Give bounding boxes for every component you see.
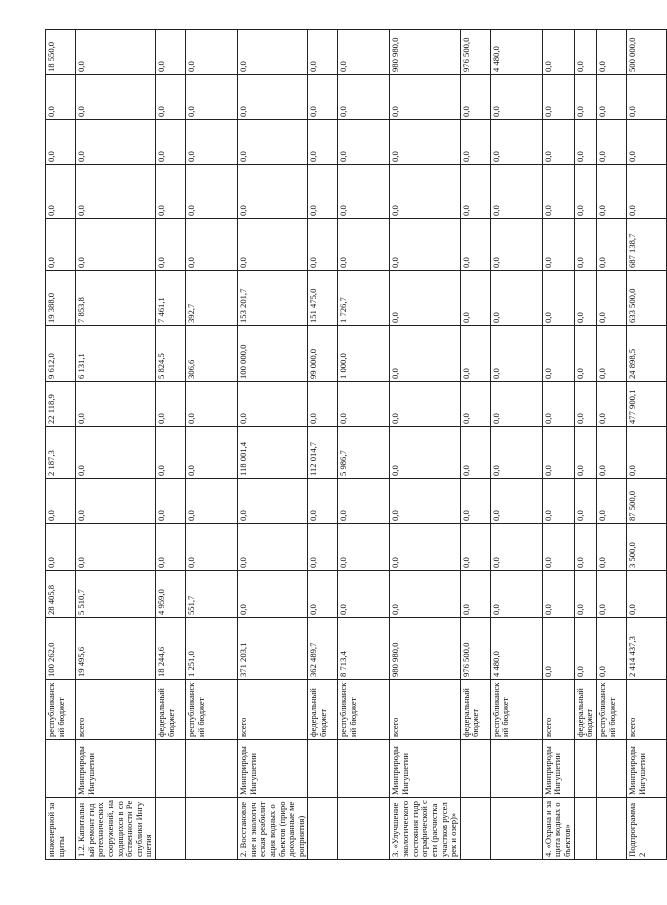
amount-cell: 0,0 (390, 219, 460, 271)
amount-cell: 2 187,3 (46, 427, 76, 479)
measure-name-cell (574, 798, 596, 860)
amount-cell: 0,0 (490, 120, 542, 165)
amount-cell: 0,0 (156, 427, 186, 479)
funding-source-cell: всего (238, 680, 308, 740)
executor-cell: Минприроды Ингушетии (390, 740, 460, 798)
amount-cell: 0,0 (156, 30, 186, 75)
amount-cell: 19 495,6 (76, 618, 156, 680)
amount-cell: 0,0 (338, 571, 390, 618)
measure-name-cell (156, 798, 186, 860)
amount-cell: 0,0 (460, 427, 490, 479)
amount-cell: 306,6 (186, 326, 238, 382)
amount-cell: 0,0 (542, 571, 574, 618)
amount-cell: 0,0 (76, 165, 156, 219)
amount-cell: 99 000,0 (308, 326, 338, 382)
amount-cell: 4 959,0 (156, 571, 186, 618)
measure-name-cell (338, 798, 390, 860)
funding-source-cell: всего (542, 680, 574, 740)
amount-cell: 0,0 (574, 271, 596, 326)
amount-cell: 0,0 (338, 382, 390, 427)
amount-cell: 0,0 (308, 524, 338, 571)
amount-cell: 0,0 (46, 479, 76, 524)
amount-cell: 0,0 (490, 326, 542, 382)
executor-cell (186, 740, 238, 798)
amount-cell: 976 500,0 (460, 618, 490, 680)
amount-cell: 0,0 (460, 524, 490, 571)
executor-cell (574, 740, 596, 798)
funding-source-cell: всего (76, 680, 156, 740)
executor-cell (308, 740, 338, 798)
amount-cell: 0,0 (390, 271, 460, 326)
amount-cell: 0,0 (460, 479, 490, 524)
amount-cell: 0,0 (156, 382, 186, 427)
amount-cell: 0,0 (596, 618, 626, 680)
amount-cell: 0,0 (338, 30, 390, 75)
amount-cell: 112 014,7 (308, 427, 338, 479)
amount-cell: 0,0 (596, 571, 626, 618)
amount-cell: 0,0 (490, 571, 542, 618)
amount-cell: 0,0 (460, 165, 490, 219)
amount-cell: 6 131,1 (76, 326, 156, 382)
measure-name-cell (308, 798, 338, 860)
amount-cell: 7 461,1 (156, 271, 186, 326)
amount-cell: 0,0 (156, 75, 186, 120)
measure-name-cell (596, 798, 626, 860)
executor-cell (46, 740, 76, 798)
amount-cell: 5 986,7 (338, 427, 390, 479)
amount-cell: 0,0 (542, 382, 574, 427)
executor-cell: Минприроды Ингушетии (238, 740, 308, 798)
amount-cell: 100 262,0 (46, 618, 76, 680)
amount-cell: 0,0 (460, 571, 490, 618)
amount-cell: 153 201,7 (238, 271, 308, 326)
measure-name-cell: 3. «Улучшение экологического состояния гидрографической сети (расчистка участков русел рек и озер)» (390, 798, 460, 860)
amount-cell: 0,0 (156, 219, 186, 271)
amount-cell: 100 000,0 (238, 326, 308, 382)
funding-source-cell: республиканский бюджет (186, 680, 238, 740)
amount-cell: 0,0 (542, 165, 574, 219)
amount-cell: 0,0 (390, 120, 460, 165)
amount-cell: 633 500,0 (626, 271, 666, 326)
amount-cell: 1 000,0 (338, 326, 390, 382)
amount-cell: 0,0 (338, 219, 390, 271)
table-body (46, 30, 667, 860)
amount-cell: 0,0 (238, 479, 308, 524)
amount-cell: 0,0 (460, 75, 490, 120)
amount-cell: 0,0 (574, 165, 596, 219)
amount-cell: 0,0 (338, 479, 390, 524)
table-row (596, 30, 626, 860)
amount-cell: 0,0 (308, 30, 338, 75)
amount-cell: 976 500,0 (460, 30, 490, 75)
funding-source-cell: республиканский бюджет (490, 680, 542, 740)
executor-cell: Минприроды Ингушетии (626, 740, 666, 798)
amount-cell: 0,0 (574, 219, 596, 271)
amount-cell: 0,0 (238, 75, 308, 120)
measure-name-cell (490, 798, 542, 860)
amount-cell: 7 853,8 (76, 271, 156, 326)
amount-cell: 980 980,0 (390, 618, 460, 680)
rotated-table-page (45, 30, 647, 860)
amount-cell: 0,0 (390, 427, 460, 479)
executor-cell (156, 740, 186, 798)
amount-cell: 0,0 (542, 618, 574, 680)
amount-cell: 5 510,7 (76, 571, 156, 618)
amount-cell: 0,0 (596, 165, 626, 219)
amount-cell: 19 388,0 (46, 271, 76, 326)
amount-cell: 18 550,0 (46, 30, 76, 75)
amount-cell: 551,7 (186, 571, 238, 618)
amount-cell: 0,0 (46, 524, 76, 571)
amount-cell: 0,0 (46, 75, 76, 120)
amount-cell: 0,0 (460, 271, 490, 326)
amount-cell: 0,0 (308, 165, 338, 219)
measure-name-cell: 1.2. Капитальный ремонт гидротехнических сооружений, находящихся в собственности Республики Ингушетия (76, 798, 156, 860)
amount-cell: 0,0 (76, 120, 156, 165)
amount-cell: 28 405,8 (46, 571, 76, 618)
amount-cell: 0,0 (308, 75, 338, 120)
amount-cell: 0,0 (390, 75, 460, 120)
amount-cell: 0,0 (390, 479, 460, 524)
funding-source-cell: федеральный бюджет (460, 680, 490, 740)
amount-cell: 371 203,1 (238, 618, 308, 680)
executor-cell (490, 740, 542, 798)
executor-cell: Минприроды Ингушетии (542, 740, 574, 798)
amount-cell: 0,0 (490, 427, 542, 479)
amount-cell: 477 900,1 (626, 382, 666, 427)
amount-cell: 0,0 (596, 219, 626, 271)
amount-cell: 0,0 (574, 427, 596, 479)
amount-cell: 0,0 (338, 524, 390, 571)
amount-cell: 1 251,0 (186, 618, 238, 680)
amount-cell: 0,0 (76, 75, 156, 120)
amount-cell: 0,0 (596, 120, 626, 165)
amount-cell: 0,0 (542, 326, 574, 382)
measure-name-cell: 4. «Охрана и защита водных объектов» (542, 798, 574, 860)
amount-cell: 0,0 (490, 524, 542, 571)
amount-cell: 0,0 (76, 30, 156, 75)
amount-cell: 5 824,5 (156, 326, 186, 382)
amount-cell: 0,0 (542, 75, 574, 120)
amount-cell: 0,0 (574, 382, 596, 427)
amount-cell: 0,0 (76, 219, 156, 271)
table-row (238, 30, 308, 860)
table-row (542, 30, 574, 860)
amount-cell: 0,0 (156, 524, 186, 571)
measure-name-cell: 2. Восстановление и экологическая реабилитация водных объектов (природоохранные мероприятия) (238, 798, 308, 860)
amount-cell: 0,0 (186, 30, 238, 75)
executor-cell (596, 740, 626, 798)
amount-cell: 0,0 (460, 326, 490, 382)
funding-source-cell: всего (390, 680, 460, 740)
executor-cell (460, 740, 490, 798)
amount-cell: 0,0 (542, 120, 574, 165)
amount-cell: 0,0 (186, 524, 238, 571)
amount-cell: 362 489,7 (308, 618, 338, 680)
amount-cell: 0,0 (542, 479, 574, 524)
amount-cell: 0,0 (490, 382, 542, 427)
funding-source-cell: федеральный бюджет (156, 680, 186, 740)
amount-cell: 0,0 (238, 571, 308, 618)
amount-cell: 0,0 (542, 219, 574, 271)
amount-cell: 0,0 (574, 120, 596, 165)
amount-cell: 0,0 (390, 524, 460, 571)
amount-cell: 0,0 (574, 75, 596, 120)
amount-cell: 8 713,4 (338, 618, 390, 680)
amount-cell: 0,0 (156, 120, 186, 165)
amount-cell: 0,0 (390, 571, 460, 618)
executor-cell (338, 740, 390, 798)
amount-cell: 0,0 (390, 165, 460, 219)
amount-cell: 0,0 (542, 524, 574, 571)
amount-cell: 0,0 (186, 120, 238, 165)
amount-cell: 0,0 (238, 382, 308, 427)
amount-cell: 0,0 (338, 165, 390, 219)
amount-cell: 0,0 (338, 75, 390, 120)
amount-cell: 151 475,0 (308, 271, 338, 326)
amount-cell: 0,0 (596, 382, 626, 427)
amount-cell: 392,7 (186, 271, 238, 326)
amount-cell: 0,0 (186, 219, 238, 271)
amount-cell: 0,0 (626, 165, 666, 219)
amount-cell: 0,0 (76, 479, 156, 524)
amount-cell: 87 500,0 (626, 479, 666, 524)
amount-cell: 0,0 (574, 479, 596, 524)
amount-cell: 0,0 (460, 382, 490, 427)
amount-cell: 0,0 (626, 571, 666, 618)
amount-cell: 687 138,7 (626, 219, 666, 271)
amount-cell: 0,0 (238, 120, 308, 165)
amount-cell: 0,0 (46, 120, 76, 165)
amount-cell: 0,0 (238, 219, 308, 271)
amount-cell: 4 480,0 (490, 618, 542, 680)
amount-cell: 0,0 (186, 165, 238, 219)
amount-cell: 0,0 (390, 326, 460, 382)
amount-cell: 1 726,7 (338, 271, 390, 326)
budget-table (45, 29, 667, 860)
table-row (390, 30, 460, 860)
amount-cell: 22 118,9 (46, 382, 76, 427)
amount-cell: 0,0 (490, 219, 542, 271)
amount-cell: 0,0 (574, 524, 596, 571)
amount-cell: 0,0 (76, 427, 156, 479)
amount-cell: 0,0 (238, 524, 308, 571)
funding-source-cell: республиканский бюджет (338, 680, 390, 740)
amount-cell: 0,0 (596, 427, 626, 479)
amount-cell: 0,0 (626, 427, 666, 479)
executor-cell: Минприроды Ингушетии (76, 740, 156, 798)
amount-cell: 0,0 (390, 382, 460, 427)
amount-cell: 0,0 (186, 427, 238, 479)
funding-source-cell: федеральный бюджет (308, 680, 338, 740)
amount-cell: 0,0 (338, 120, 390, 165)
amount-cell: 0,0 (308, 479, 338, 524)
amount-cell: 0,0 (490, 271, 542, 326)
table-row (460, 30, 490, 860)
amount-cell: 0,0 (596, 524, 626, 571)
measure-name-cell (186, 798, 238, 860)
amount-cell: 0,0 (596, 479, 626, 524)
amount-cell: 0,0 (76, 524, 156, 571)
amount-cell: 0,0 (596, 326, 626, 382)
amount-cell: 0,0 (626, 120, 666, 165)
amount-cell: 0,0 (156, 479, 186, 524)
amount-cell: 0,0 (596, 271, 626, 326)
amount-cell: 0,0 (308, 219, 338, 271)
funding-source-cell: федеральный бюджет (574, 680, 596, 740)
amount-cell: 0,0 (156, 165, 186, 219)
amount-cell: 0,0 (308, 571, 338, 618)
funding-source-cell: всего (626, 680, 666, 740)
table-row (308, 30, 338, 860)
amount-cell: 0,0 (238, 30, 308, 75)
amount-cell: 0,0 (46, 219, 76, 271)
amount-cell: 0,0 (460, 219, 490, 271)
table-row (574, 30, 596, 860)
amount-cell: 0,0 (490, 479, 542, 524)
amount-cell: 2 414 437,3 (626, 618, 666, 680)
amount-cell: 0,0 (308, 120, 338, 165)
amount-cell: 0,0 (490, 75, 542, 120)
amount-cell: 18 244,6 (156, 618, 186, 680)
amount-cell: 0,0 (574, 571, 596, 618)
table-row (186, 30, 238, 860)
table-row (156, 30, 186, 860)
amount-cell: 0,0 (76, 382, 156, 427)
table-row (76, 30, 156, 860)
table-row (490, 30, 542, 860)
amount-cell: 118 001,4 (238, 427, 308, 479)
amount-cell: 0,0 (542, 427, 574, 479)
amount-cell: 0,0 (542, 30, 574, 75)
amount-cell: 0,0 (626, 75, 666, 120)
funding-source-cell: республиканский бюджет (46, 680, 76, 740)
measure-name-cell: инженерной защиты (46, 798, 76, 860)
amount-cell: 0,0 (596, 30, 626, 75)
funding-source-cell: республиканский бюджет (596, 680, 626, 740)
amount-cell: 0,0 (574, 30, 596, 75)
amount-cell: 0,0 (574, 326, 596, 382)
amount-cell: 0,0 (574, 618, 596, 680)
amount-cell: 980 980,0 (390, 30, 460, 75)
amount-cell: 24 898,5 (626, 326, 666, 382)
amount-cell: 0,0 (490, 165, 542, 219)
table-row (338, 30, 390, 860)
amount-cell: 9 612,0 (46, 326, 76, 382)
amount-cell: 3 500,0 (626, 524, 666, 571)
amount-cell: 0,0 (186, 75, 238, 120)
amount-cell: 500 000,0 (626, 30, 666, 75)
measure-name-cell (460, 798, 490, 860)
amount-cell: 0,0 (308, 382, 338, 427)
amount-cell: 0,0 (46, 165, 76, 219)
amount-cell: 0,0 (596, 75, 626, 120)
table-row (46, 30, 76, 860)
amount-cell: 4 480,0 (490, 30, 542, 75)
measure-name-cell: Подпрограмма 2 (626, 798, 666, 860)
amount-cell: 0,0 (460, 120, 490, 165)
amount-cell: 0,0 (186, 479, 238, 524)
amount-cell: 0,0 (186, 382, 238, 427)
amount-cell: 0,0 (542, 271, 574, 326)
table-row (626, 30, 666, 860)
amount-cell: 0,0 (238, 165, 308, 219)
